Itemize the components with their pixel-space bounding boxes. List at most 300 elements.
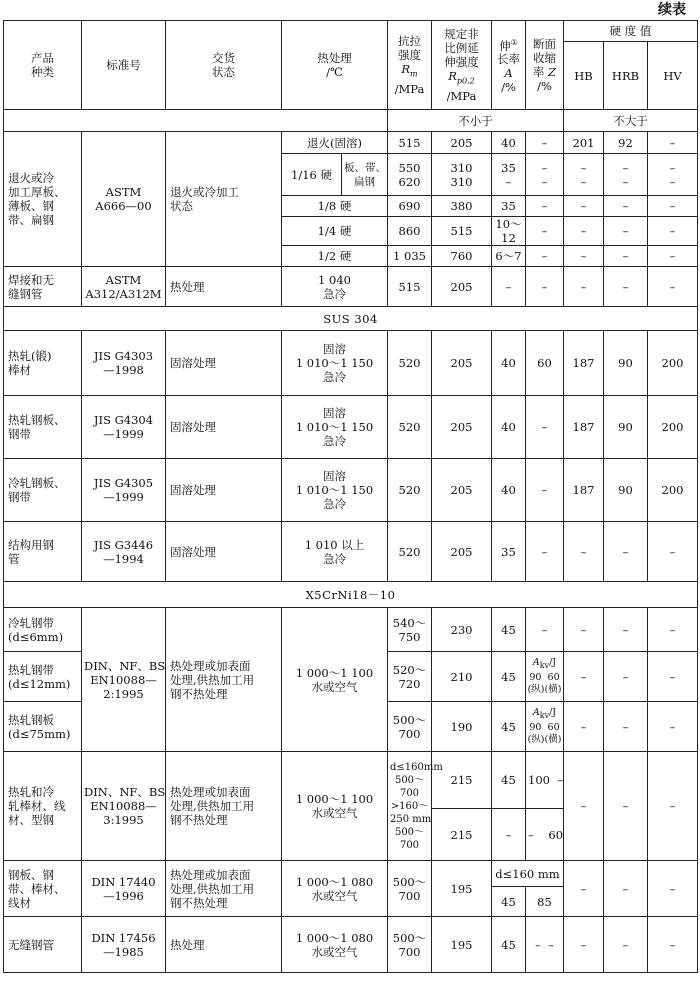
cell-line: 1 000～1 080 [295, 930, 374, 945]
section-title: SUS 304 [4, 307, 698, 331]
cell-line: EN10088— [90, 672, 157, 687]
cell-hrb: 90 [604, 459, 648, 522]
cell-line: 钢不热处理 [170, 813, 228, 827]
header-blank [4, 110, 388, 132]
cell-line: 板、带、 [344, 161, 386, 174]
cell-z: – [526, 246, 564, 267]
cell-line: – [669, 160, 676, 175]
table-row [4, 608, 698, 652]
cell-line: 钢板、钢 [8, 867, 54, 882]
cell-z [526, 702, 564, 752]
cell-hrb: – [604, 267, 648, 307]
cell-line: —1985 [103, 944, 144, 959]
cell-z: – [526, 132, 564, 154]
cell-standard [82, 396, 166, 459]
cell-hv: – [648, 267, 698, 307]
section-title: X5CrNi18－10 [4, 582, 698, 608]
cell-line: 90 60 [529, 671, 560, 683]
cell-product [4, 132, 82, 267]
cell-rm: 515 [388, 267, 432, 307]
cell-rp: 205 [432, 522, 492, 582]
cell-hb: 187 [564, 459, 604, 522]
cell-rp: 195 [432, 917, 492, 973]
cell-heat [282, 608, 388, 752]
cell-rm: 520 [388, 522, 432, 582]
cell-rm [388, 154, 432, 196]
cell-line: 1 000～1 080 [295, 874, 374, 889]
cell-rp: 215 [432, 752, 492, 809]
cell-rp: 205 [432, 132, 492, 154]
cell-hv: – [648, 652, 698, 702]
cell-rp: 205 [432, 267, 492, 307]
cell-line: 热轧和冷 [8, 785, 54, 799]
cell-line: JIS G4304 [93, 413, 154, 427]
cell-z: – – [526, 917, 564, 973]
cell-z [526, 652, 564, 702]
cell-line: – [669, 174, 676, 189]
cell-line: – [505, 174, 512, 189]
cell-hv: 200 [648, 331, 698, 396]
cell-a: 45 [492, 887, 526, 917]
cell-hrb: – [604, 217, 648, 246]
header-product [4, 21, 82, 110]
cell-line: 急冷 [323, 370, 346, 384]
cell-hb: 201 [564, 132, 604, 154]
cell-line: 棒材 [8, 363, 31, 377]
cell-line: 500～ [392, 930, 427, 945]
cell-z: – [526, 267, 564, 307]
cell-state: 1/4 硬 [282, 217, 388, 246]
cell-line: 轧棒材、线 [8, 799, 66, 813]
cell-z: – [526, 608, 564, 652]
cell-line: 1 010～1 150 [295, 356, 374, 370]
cell-rp: 760 [432, 246, 492, 267]
cell-line: 冷轧钢板、 [8, 476, 66, 490]
cell-line: d≤160mm [390, 761, 443, 773]
cell-standard [82, 861, 166, 917]
cell-hv: – [648, 132, 698, 154]
cell-delivery: 固溶处理 [166, 331, 282, 396]
cell-z [526, 154, 564, 196]
cell-hrb: 92 [604, 132, 648, 154]
cell-line: ASTM [105, 185, 142, 199]
cell-line: 状态 [170, 199, 193, 213]
cell-hrb: – [604, 917, 648, 973]
cell-rm: 860 [388, 217, 432, 246]
cell-line: DIN 17440 [91, 874, 156, 889]
cell-line: 热处理或加表面 [170, 658, 251, 673]
cell-rp: 515 [432, 217, 492, 246]
header-delivery [166, 21, 282, 110]
cell-standard [82, 522, 166, 582]
table-row [4, 331, 698, 396]
cell-line: JIS G4303 [93, 349, 154, 363]
cell-hv: – [648, 196, 698, 217]
cell-line: 退火或冷 [8, 171, 54, 185]
cell-line: 焊接和无 [8, 272, 54, 287]
header-elongation: 伸① 长率 A /% [492, 21, 526, 110]
cell-line: 热轧钢带 [8, 662, 54, 677]
cell-line: 3:1995 [103, 813, 144, 827]
cell-line: 700 [398, 888, 421, 903]
cell-delivery [166, 132, 282, 267]
cell-rp: 190 [432, 702, 492, 752]
cell-line: 720 [398, 676, 421, 691]
cell-rm: 1 035 [388, 246, 432, 267]
cell-line: – [622, 160, 629, 175]
cell-line: 产品 [31, 51, 54, 65]
cell-hb [564, 154, 604, 196]
cell-line: 700 [399, 839, 420, 851]
cell-line: 冷轧钢带 [8, 615, 54, 630]
cell-line: 加工厚板、 [8, 185, 66, 199]
cell-z: – 60 [526, 809, 564, 861]
cell-hv: – [648, 752, 698, 861]
cell-hb: – [564, 752, 604, 861]
cell-line: 线材 [8, 895, 31, 910]
cell-standard [82, 459, 166, 522]
header-hb: HB [564, 42, 604, 110]
table-row [4, 396, 698, 459]
cell-line: (纵)(横) [527, 683, 562, 695]
cell-hb: – [564, 522, 604, 582]
cell-line: A666—00 [95, 199, 152, 213]
cell-line: DIN、NF、BS [84, 785, 166, 799]
cell-line: 急冷 [323, 497, 346, 511]
cell-line: 材、型钢 [8, 813, 54, 827]
cell-line: 310 [450, 160, 473, 175]
cell-hb: – [564, 217, 604, 246]
header-heat-treatment [282, 21, 388, 110]
cell-line: 交货 [212, 51, 235, 65]
cell-line: – [541, 160, 548, 175]
cell-line: 水或空气 [311, 888, 358, 903]
cell-line: 状态 [212, 65, 235, 79]
cell-delivery [166, 861, 282, 917]
cell-line: DIN、NF、BS [84, 658, 166, 673]
cell-line: 1 010～1 150 [295, 483, 374, 497]
cell-line: 35 [501, 160, 516, 175]
cell-z: – [526, 522, 564, 582]
cell-product [4, 752, 82, 861]
cell-line: 急冷 [323, 551, 346, 566]
cell-line: 90 60 [529, 721, 560, 733]
table-row [4, 459, 698, 522]
cell-a: 40 [492, 459, 526, 522]
table-row [4, 861, 698, 887]
cell-hv: – [648, 917, 698, 973]
cell-line: (d≤6mm) [8, 629, 64, 644]
table-row [4, 267, 698, 307]
cell-heat [282, 522, 388, 582]
cell-line: 750 [398, 629, 421, 644]
cell-line: 缝钢管 [8, 286, 43, 301]
table-row [4, 917, 698, 973]
cell-line: 水或空气 [311, 679, 358, 694]
header-hv: HV [648, 42, 698, 110]
cell-line: 500～ [392, 874, 427, 889]
cell-line: JIS G4305 [93, 476, 154, 490]
cell-a: 45 [492, 702, 526, 752]
cell-line: 钢带 [8, 427, 31, 441]
cell-line: $A_{kv}/J$ [532, 657, 557, 670]
cell-hv: – [648, 608, 698, 652]
cell-product [4, 396, 82, 459]
cell-z: 60 [526, 331, 564, 396]
cell-rm: 520 [388, 396, 432, 459]
cell-line: 种类 [31, 65, 54, 79]
cell-heat [282, 459, 388, 522]
cell-line: —1996 [103, 888, 144, 903]
cell-heat [282, 267, 388, 307]
cell-state: 1/2 硬 [282, 246, 388, 267]
cell-line: 热轧(锻) [8, 349, 52, 363]
cell-a: 45 [492, 652, 526, 702]
cell-hv: 200 [648, 396, 698, 459]
cell-standard [82, 752, 166, 861]
cell-a: – [492, 267, 526, 307]
cell-line: 钢带 [8, 490, 31, 504]
cell-rm [388, 917, 432, 973]
cell-hb: – [564, 917, 604, 973]
cell-line: 250 mm [390, 813, 432, 825]
cell-a: 45 [492, 917, 526, 973]
cell-a: 45 [492, 752, 526, 809]
cell-rp: 210 [432, 652, 492, 702]
cell-line: 1 040 [318, 272, 351, 287]
cell-a: 40 [492, 331, 526, 396]
cell-line: EN10088— [90, 799, 157, 813]
cell-line: ASTM [105, 272, 142, 287]
cell-a: 45 [492, 608, 526, 652]
cell-line: 620 [398, 174, 421, 189]
cell-line: 水或空气 [311, 944, 358, 959]
cell-hrb: – [604, 246, 648, 267]
cell-line: 水或空气 [311, 806, 358, 820]
cell-line: 退火或冷加工 [170, 185, 239, 199]
cell-rm: 690 [388, 196, 432, 217]
cell-rm [388, 652, 432, 702]
cell-standard [82, 608, 166, 752]
cell-standard [82, 267, 166, 307]
cell-line: 热处理 [317, 51, 352, 65]
cell-hv: – [648, 217, 698, 246]
cell-rm [388, 752, 443, 861]
cell-note [342, 154, 388, 196]
cell-product: 无缝钢管 [4, 917, 82, 973]
cell-rp [432, 154, 492, 196]
cell-a: 35 [492, 196, 526, 217]
cell-line: A312/A312M [85, 286, 162, 301]
cell-heat [282, 861, 388, 917]
cell-line: 700 [398, 726, 421, 741]
cell-hb: – [564, 196, 604, 217]
cell-condition: d≤160 mm [492, 861, 564, 887]
header-standard: 标准号 [82, 21, 166, 110]
cell-line: 扁钢 [354, 175, 375, 188]
cell-a: 10～12 [492, 217, 526, 246]
cell-line: (d≤12mm) [8, 676, 71, 691]
cell-z: – [526, 217, 564, 246]
cell-delivery [166, 608, 282, 752]
cell-line: DIN 17456 [91, 930, 156, 945]
cell-hb: – [564, 267, 604, 307]
cell-a: – [492, 809, 526, 861]
cell-state: 1/8 硬 [282, 196, 388, 217]
cell-rm [388, 861, 432, 917]
cell-rp: 380 [432, 196, 492, 217]
cell-rm: 515 [388, 132, 432, 154]
cell-hrb: 90 [604, 331, 648, 396]
cell-heat [282, 396, 388, 459]
cell-line: 500～ [394, 774, 425, 786]
cell-rp: 215 [432, 809, 492, 861]
cell-line: >160～ [390, 800, 429, 812]
cell-line: 500～ [394, 826, 425, 838]
cell-line: 1 010～1 150 [295, 420, 374, 434]
cell-line: —1998 [103, 363, 144, 377]
cell-rp: 195 [432, 861, 492, 917]
cell-line: 钢不热处理 [170, 895, 228, 910]
cell-a: 6～7 [492, 246, 526, 267]
cell-line: 固溶 [323, 406, 346, 420]
cell-hb: – [564, 702, 604, 752]
cell-line: – [580, 174, 587, 189]
cell-a: 40 [492, 396, 526, 459]
cell-line: 处理,供热加工用 [170, 881, 255, 896]
cell-line: 热轧钢板 [8, 712, 54, 727]
cell-line: – [622, 174, 629, 189]
cell-line: 急冷 [323, 434, 346, 448]
cell-hv: – [648, 702, 698, 752]
header-hardness: 硬 度 值 [564, 21, 698, 42]
cell-line: 急冷 [323, 286, 346, 301]
cell-delivery: 固溶处理 [166, 396, 282, 459]
header-tensile: 抗拉 强度 $R_m$ /MPa [388, 21, 432, 110]
cell-line: 1 000～1 100 [295, 665, 374, 680]
cell-line: 1 000～1 100 [295, 792, 374, 806]
cell-delivery: 热处理 [166, 917, 282, 973]
cell-rm: 520 [388, 331, 432, 396]
cell-hb: – [564, 246, 604, 267]
cell-rm [388, 702, 432, 752]
cell-line: 热轧钢板、 [8, 413, 66, 427]
header-yield: 规定非 比例延 伸强度 $R_{p0.2}$ /MPa [432, 21, 492, 110]
cell-delivery [166, 752, 282, 861]
cell-standard [82, 331, 166, 396]
cell-line: 700 [399, 787, 420, 799]
cell-z: 85 [526, 887, 564, 917]
header-reduction: 断面 收缩 率 Z /% [526, 21, 564, 110]
cell-hrb: – [604, 702, 648, 752]
cell-line: 固溶 [323, 469, 346, 483]
cell-line: —1999 [103, 427, 144, 441]
cell-hrb: – [604, 652, 648, 702]
cell-z: – [526, 396, 564, 459]
cell-line: – [541, 174, 548, 189]
cell-delivery: 固溶处理 [166, 459, 282, 522]
cell-line: JIS G3446 [93, 537, 154, 552]
table-row [4, 522, 698, 582]
cell-heat [282, 917, 388, 973]
cell-product [4, 608, 82, 652]
cell-hv [648, 154, 698, 196]
cell-line: 钢不热处理 [170, 686, 228, 701]
steel-standards-table [3, 20, 698, 973]
cell-line: 2:1995 [103, 686, 144, 701]
cell-hv: – [648, 861, 698, 917]
cell-product [4, 861, 82, 917]
cell-line: (纵)(横) [527, 733, 562, 745]
cell-line: 热处理或加表面 [170, 867, 251, 882]
header-not-less: 不小于 [388, 110, 564, 132]
cell-hv: – [648, 246, 698, 267]
cell-product [4, 702, 82, 752]
cell-hrb [604, 154, 648, 196]
cell-line: 带、扁钢 [8, 213, 54, 227]
cell-hv: – [648, 522, 698, 582]
cell-line: 500～ [392, 712, 427, 727]
cell-standard [82, 132, 166, 267]
cell-state: 退火(固溶) [282, 132, 388, 154]
cell-line: – [580, 160, 587, 175]
cell-hrb: – [604, 752, 648, 861]
cell-hrb: – [604, 608, 648, 652]
cell-line: 结构用钢 [8, 537, 54, 552]
cell-line: 处理,供热加工用 [170, 672, 255, 687]
cell-line: —1994 [103, 551, 144, 566]
cell-rp: 205 [432, 331, 492, 396]
cell-product [4, 522, 82, 582]
cell-a [492, 154, 526, 196]
cell-line: (d≤75mm) [8, 726, 71, 741]
cell-line: 薄板、钢 [8, 199, 54, 213]
cell-standard [82, 917, 166, 973]
cell-delivery: 固溶处理 [166, 522, 282, 582]
table-row [4, 752, 698, 809]
cell-hb: 187 [564, 396, 604, 459]
cell-a: 40 [492, 132, 526, 154]
cell-hb: – [564, 652, 604, 702]
cell-hb: – [564, 608, 604, 652]
cell-heat [282, 752, 388, 861]
cell-rp: 230 [432, 608, 492, 652]
cell-z: – [526, 196, 564, 217]
cell-hb: – [564, 861, 604, 917]
cell-rm [388, 608, 432, 652]
cell-line: —1999 [103, 490, 144, 504]
cell-rm: 520 [388, 459, 432, 522]
continued-label: 续表 [658, 2, 686, 18]
cell-hv: 200 [648, 459, 698, 522]
cell-line: 管 [8, 551, 20, 566]
cell-a: 35 [492, 522, 526, 582]
cell-z: – [526, 459, 564, 522]
cell-hrb: – [604, 861, 648, 917]
cell-line: $A_{kv}/J$ [532, 707, 557, 720]
cell-hrb: – [604, 522, 648, 582]
cell-product [4, 459, 82, 522]
cell-hb: 187 [564, 331, 604, 396]
cell-state: 1/16 硬 [282, 154, 342, 196]
cell-hrb: – [604, 196, 648, 217]
cell-rp: 205 [432, 396, 492, 459]
header-hrb: HRB [604, 42, 648, 110]
cell-product [4, 331, 82, 396]
header-not-more: 不大于 [564, 110, 698, 132]
cell-line: 处理,供热加工用 [170, 799, 255, 813]
cell-heat [282, 331, 388, 396]
